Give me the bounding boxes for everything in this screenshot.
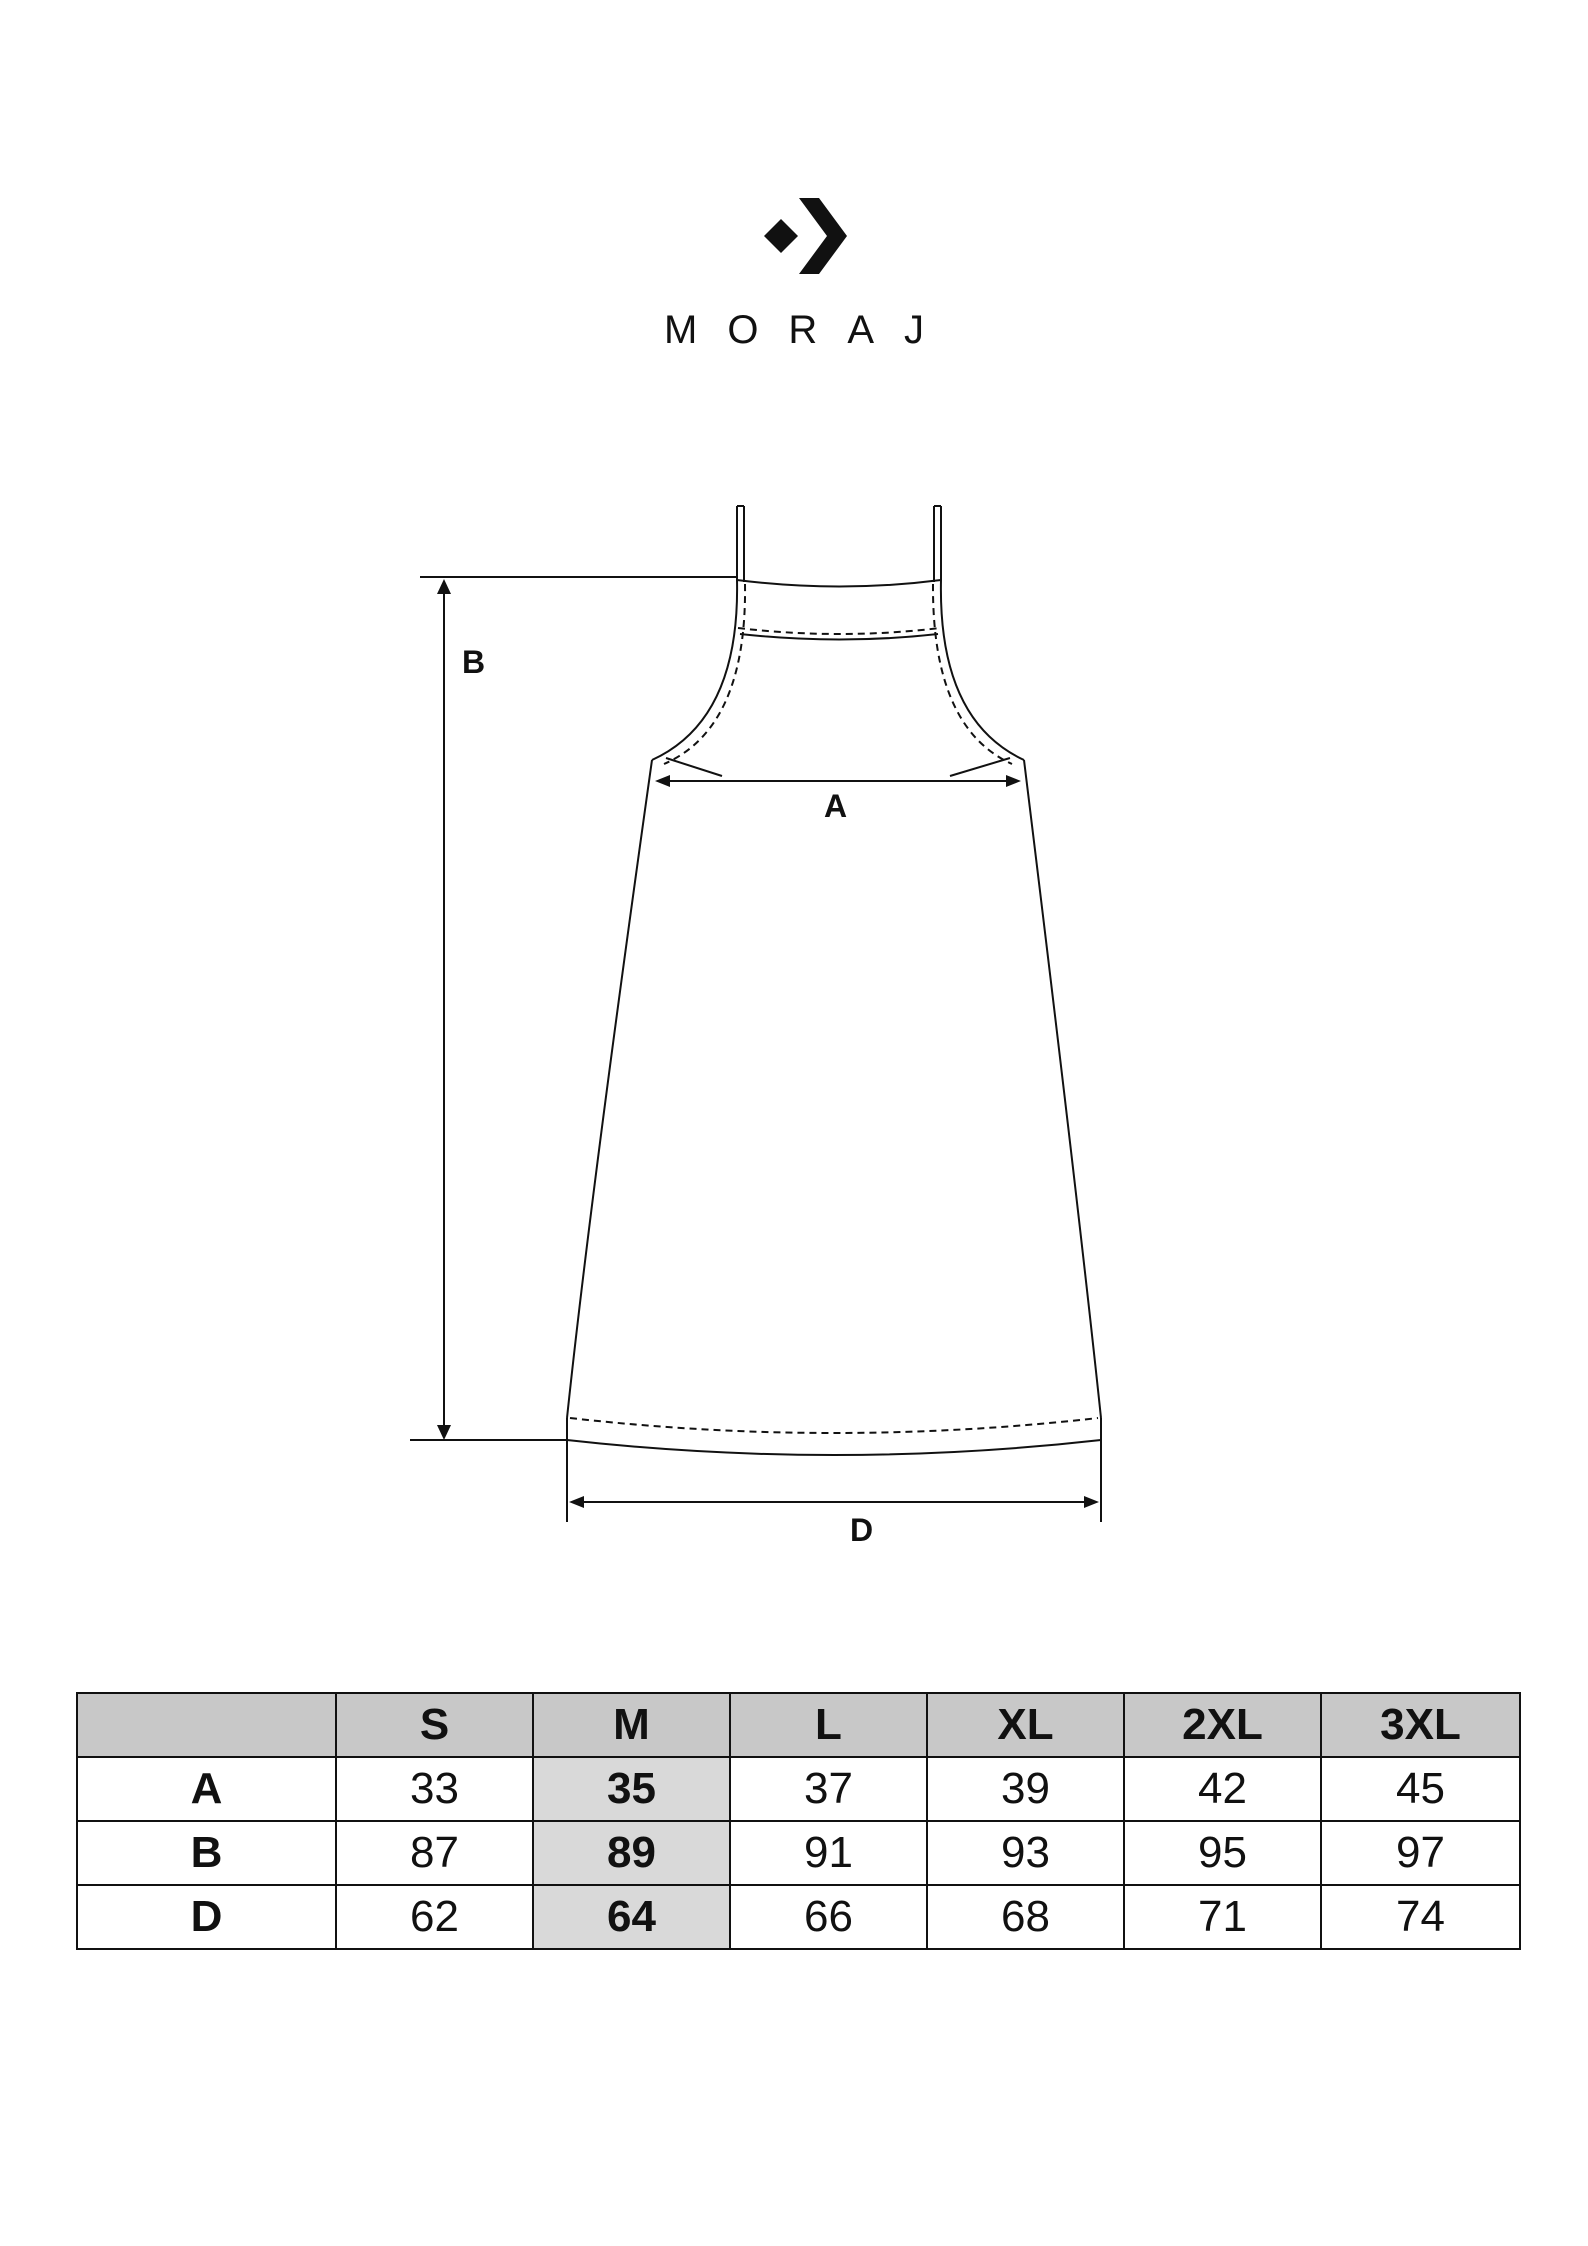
size-s: S bbox=[336, 1693, 533, 1757]
left-strap bbox=[737, 506, 744, 582]
table-cell: 95 bbox=[1124, 1821, 1321, 1885]
table-cell: 74 bbox=[1321, 1885, 1520, 1949]
d-arrow-right bbox=[1084, 1496, 1099, 1508]
table-cell: 71 bbox=[1124, 1885, 1321, 1949]
table-cell: 97 bbox=[1321, 1821, 1520, 1885]
label-d: D bbox=[850, 1512, 874, 1548]
b-arrow-bottom bbox=[437, 1425, 451, 1440]
left-armhole bbox=[652, 580, 737, 760]
top-edge bbox=[737, 580, 941, 587]
table-cell: 33 bbox=[336, 1757, 533, 1821]
right-armhole bbox=[941, 580, 1024, 760]
table-cell: 64 bbox=[533, 1885, 730, 1949]
hem-stitch bbox=[570, 1418, 1098, 1433]
right-strap bbox=[934, 506, 941, 582]
table-cell: 45 bbox=[1321, 1757, 1520, 1821]
size-2xl: 2XL bbox=[1124, 1693, 1321, 1757]
table-cell: 37 bbox=[730, 1757, 927, 1821]
left-side-seam bbox=[567, 760, 652, 1418]
left-armhole-stitch bbox=[664, 584, 745, 764]
row-label: D bbox=[77, 1885, 336, 1949]
right-armhole-stitch bbox=[933, 584, 1012, 764]
row-label: B bbox=[77, 1821, 336, 1885]
logo-chevron bbox=[799, 198, 847, 274]
table-cell: 42 bbox=[1124, 1757, 1321, 1821]
b-arrow-top bbox=[437, 579, 451, 594]
right-side-seam bbox=[1024, 760, 1101, 1418]
size-m: M bbox=[533, 1693, 730, 1757]
brand-name: MORAJ bbox=[664, 308, 954, 352]
table-row bbox=[77, 1821, 1520, 1885]
row-label: A bbox=[77, 1757, 336, 1821]
table-cell: 89 bbox=[533, 1821, 730, 1885]
table-cell: 68 bbox=[927, 1885, 1124, 1949]
size-table bbox=[76, 1692, 1521, 1950]
corner-cell bbox=[77, 1693, 336, 1757]
d-arrow-left bbox=[569, 1496, 584, 1508]
right-dart bbox=[950, 758, 1010, 776]
left-dart bbox=[666, 758, 722, 776]
label-b: B bbox=[462, 644, 486, 680]
size-3xl: 3XL bbox=[1321, 1693, 1520, 1757]
table-row bbox=[77, 1885, 1520, 1949]
a-arrow-right bbox=[1006, 775, 1021, 787]
bodice-seam bbox=[738, 628, 940, 634]
table-cell: 35 bbox=[533, 1757, 730, 1821]
table-cell: 93 bbox=[927, 1821, 1124, 1885]
size-header-row bbox=[77, 1693, 1520, 1757]
size-xl: XL bbox=[927, 1693, 1124, 1757]
hem-edge bbox=[567, 1440, 1101, 1455]
a-arrow-left bbox=[655, 775, 670, 787]
table-cell: 87 bbox=[336, 1821, 533, 1885]
table-cell: 62 bbox=[336, 1885, 533, 1949]
table-cell: 91 bbox=[730, 1821, 927, 1885]
logo-diamond bbox=[764, 219, 798, 253]
label-a: A bbox=[824, 788, 848, 824]
table-cell: 66 bbox=[730, 1885, 927, 1949]
table-cell: 39 bbox=[927, 1757, 1124, 1821]
dress-diagram bbox=[0, 480, 1588, 1600]
table-row bbox=[77, 1757, 1520, 1821]
size-l: L bbox=[730, 1693, 927, 1757]
